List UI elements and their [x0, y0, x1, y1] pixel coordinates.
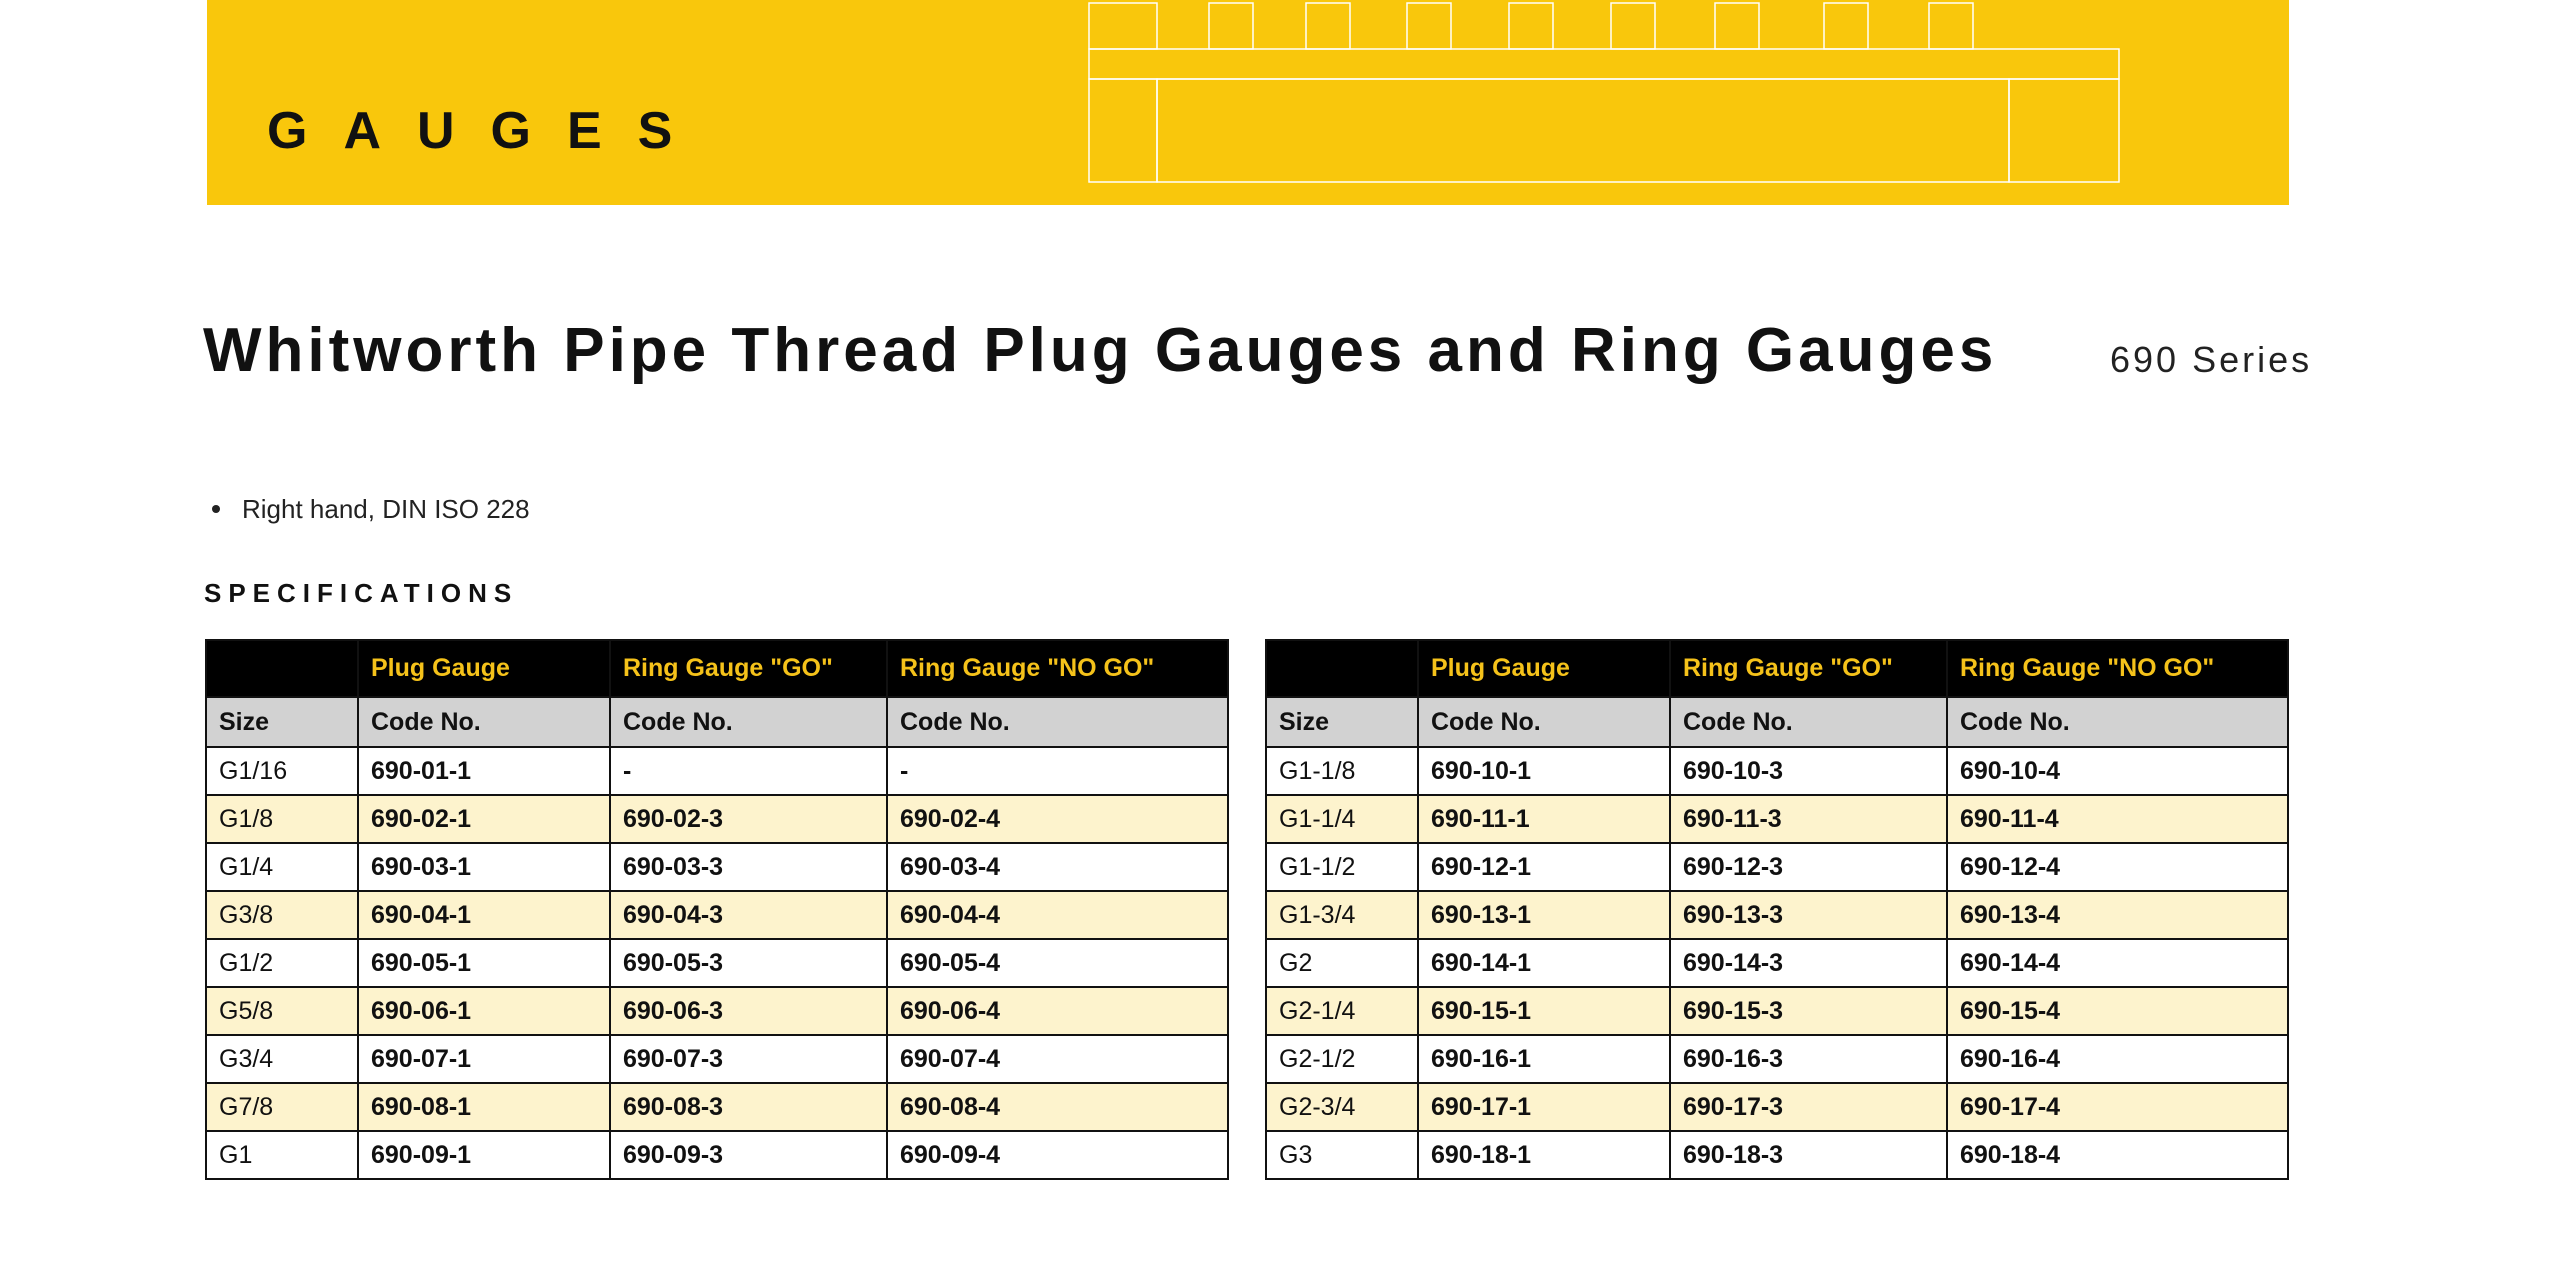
ring-no-go-code-cell: 690-12-4 [1947, 843, 2288, 891]
table-row [1266, 939, 2288, 987]
ring-no-go-code-cell: 690-14-4 [1947, 939, 2288, 987]
plug-gauge-code-cell: 690-10-1 [1418, 747, 1670, 795]
size-cell: G3/4 [206, 1035, 358, 1083]
ring-no-go-code-cell: 690-13-4 [1947, 891, 2288, 939]
table-row [206, 987, 1228, 1035]
header-row-columns [1266, 697, 2288, 747]
ring-go-code-cell: 690-05-3 [610, 939, 887, 987]
header-code-no: Code No. [1947, 697, 2288, 747]
plug-gauge-code-cell: 690-04-1 [358, 891, 610, 939]
size-cell: G1/16 [206, 747, 358, 795]
ring-no-go-code-cell: 690-10-4 [1947, 747, 2288, 795]
header-plug-gauge: Plug Gauge [1418, 640, 1670, 697]
plug-gauge-code-cell: 690-06-1 [358, 987, 610, 1035]
header-row-gauge-type [206, 640, 1228, 697]
table-row [1266, 987, 2288, 1035]
ring-go-code-cell: 690-16-3 [1670, 1035, 1947, 1083]
table-row [1266, 1083, 2288, 1131]
header-blank [206, 640, 358, 697]
size-cell: G7/8 [206, 1083, 358, 1131]
header-row-gauge-type [1266, 640, 2288, 697]
ring-go-code-cell: 690-17-3 [1670, 1083, 1947, 1131]
plug-gauge-code-cell: 690-16-1 [1418, 1035, 1670, 1083]
ring-go-code-cell: 690-10-3 [1670, 747, 1947, 795]
feature-item [212, 496, 530, 522]
ring-go-code-cell: 690-12-3 [1670, 843, 1947, 891]
size-cell: G1-3/4 [1266, 891, 1418, 939]
feature-list [212, 496, 530, 522]
size-cell: G2 [1266, 939, 1418, 987]
header-code-no: Code No. [887, 697, 1228, 747]
header-ring-gauge-no-go: Ring Gauge "NO GO" [887, 640, 1228, 697]
header-ring-gauge-go: Ring Gauge "GO" [610, 640, 887, 697]
size-cell: G3 [1266, 1131, 1418, 1179]
ring-no-go-code-cell: 690-03-4 [887, 843, 1228, 891]
plug-gauge-code-cell: 690-11-1 [1418, 795, 1670, 843]
size-cell: G1-1/2 [1266, 843, 1418, 891]
plug-gauge-code-cell: 690-18-1 [1418, 1131, 1670, 1179]
header-row-columns [206, 697, 1228, 747]
size-cell: G1/8 [206, 795, 358, 843]
size-cell: G2-1/2 [1266, 1035, 1418, 1083]
category-banner [207, 0, 2289, 205]
header-size: Size [1266, 697, 1418, 747]
size-cell: G2-3/4 [1266, 1083, 1418, 1131]
size-cell: G1-1/8 [1266, 747, 1418, 795]
plug-gauge-code-cell: 690-03-1 [358, 843, 610, 891]
ring-no-go-code-cell: 690-11-4 [1947, 795, 2288, 843]
ring-no-go-code-cell: - [887, 747, 1228, 795]
ring-go-code-cell: 690-13-3 [1670, 891, 1947, 939]
feature-text: Right hand, DIN ISO 228 [242, 494, 530, 524]
header-ring-gauge-go: Ring Gauge "GO" [1670, 640, 1947, 697]
ring-go-code-cell: 690-04-3 [610, 891, 887, 939]
ring-go-code-cell: - [610, 747, 887, 795]
ring-no-go-code-cell: 690-05-4 [887, 939, 1228, 987]
ring-no-go-code-cell: 690-15-4 [1947, 987, 2288, 1035]
plug-gauge-code-cell: 690-15-1 [1418, 987, 1670, 1035]
series-label: 690 Series [2110, 339, 2313, 380]
ring-go-code-cell: 690-08-3 [610, 1083, 887, 1131]
page-title: Whitworth Pipe Thread Plug Gauges and Ring Gauges [203, 316, 1998, 385]
plug-gauge-code-cell: 690-08-1 [358, 1083, 610, 1131]
header-code-no: Code No. [1418, 697, 1670, 747]
table-row [206, 1035, 1228, 1083]
table-row [206, 843, 1228, 891]
ring-no-go-code-cell: 690-06-4 [887, 987, 1228, 1035]
plug-gauge-code-cell: 690-05-1 [358, 939, 610, 987]
banner-title: GAUGES [267, 102, 709, 160]
ring-no-go-code-cell: 690-17-4 [1947, 1083, 2288, 1131]
table-row [1266, 1035, 2288, 1083]
ring-go-code-cell: 690-14-3 [1670, 939, 1947, 987]
specifications-heading: SPECIFICATIONS [204, 578, 519, 608]
table-row [206, 1131, 1228, 1179]
header-code-no: Code No. [610, 697, 887, 747]
spec-table-right [1265, 639, 2289, 1180]
bullet-dot-icon [212, 505, 220, 513]
ring-go-code-cell: 690-02-3 [610, 795, 887, 843]
size-cell: G5/8 [206, 987, 358, 1035]
size-cell: G3/8 [206, 891, 358, 939]
size-cell: G1/4 [206, 843, 358, 891]
header-size: Size [206, 697, 358, 747]
table-row [206, 1083, 1228, 1131]
ring-no-go-code-cell: 690-04-4 [887, 891, 1228, 939]
ring-go-code-cell: 690-03-3 [610, 843, 887, 891]
ring-go-code-cell: 690-15-3 [1670, 987, 1947, 1035]
header-code-no: Code No. [1670, 697, 1947, 747]
table-row [206, 939, 1228, 987]
table-row [1266, 843, 2288, 891]
plug-gauge-code-cell: 690-12-1 [1418, 843, 1670, 891]
ring-go-code-cell: 690-07-3 [610, 1035, 887, 1083]
table-row [206, 891, 1228, 939]
ring-go-code-cell: 690-11-3 [1670, 795, 1947, 843]
plug-gauge-code-cell: 690-07-1 [358, 1035, 610, 1083]
ring-go-code-cell: 690-09-3 [610, 1131, 887, 1179]
ring-no-go-code-cell: 690-09-4 [887, 1131, 1228, 1179]
size-cell: G1 [206, 1131, 358, 1179]
size-cell: G2-1/4 [1266, 987, 1418, 1035]
plug-gauge-code-cell: 690-17-1 [1418, 1083, 1670, 1131]
table-row [1266, 795, 2288, 843]
plug-gauge-code-cell: 690-09-1 [358, 1131, 610, 1179]
table-row [206, 747, 1228, 795]
plug-gauge-code-cell: 690-13-1 [1418, 891, 1670, 939]
spec-table-left [205, 639, 1229, 1180]
ring-no-go-code-cell: 690-08-4 [887, 1083, 1228, 1131]
size-cell: G1/2 [206, 939, 358, 987]
ring-no-go-code-cell: 690-07-4 [887, 1035, 1228, 1083]
plug-gauge-code-cell: 690-01-1 [358, 747, 610, 795]
plug-gauge-code-cell: 690-14-1 [1418, 939, 1670, 987]
ring-go-code-cell: 690-06-3 [610, 987, 887, 1035]
table-row [1266, 1131, 2288, 1179]
table-row [1266, 747, 2288, 795]
size-cell: G1-1/4 [1266, 795, 1418, 843]
header-ring-gauge-no-go: Ring Gauge "NO GO" [1947, 640, 2288, 697]
plug-gauge-code-cell: 690-02-1 [358, 795, 610, 843]
table-row [1266, 891, 2288, 939]
header-plug-gauge: Plug Gauge [358, 640, 610, 697]
header-code-no: Code No. [358, 697, 610, 747]
ring-go-code-cell: 690-18-3 [1670, 1131, 1947, 1179]
ring-no-go-code-cell: 690-02-4 [887, 795, 1228, 843]
ring-no-go-code-cell: 690-16-4 [1947, 1035, 2288, 1083]
header-blank [1266, 640, 1418, 697]
table-row [206, 795, 1228, 843]
ring-no-go-code-cell: 690-18-4 [1947, 1131, 2288, 1179]
